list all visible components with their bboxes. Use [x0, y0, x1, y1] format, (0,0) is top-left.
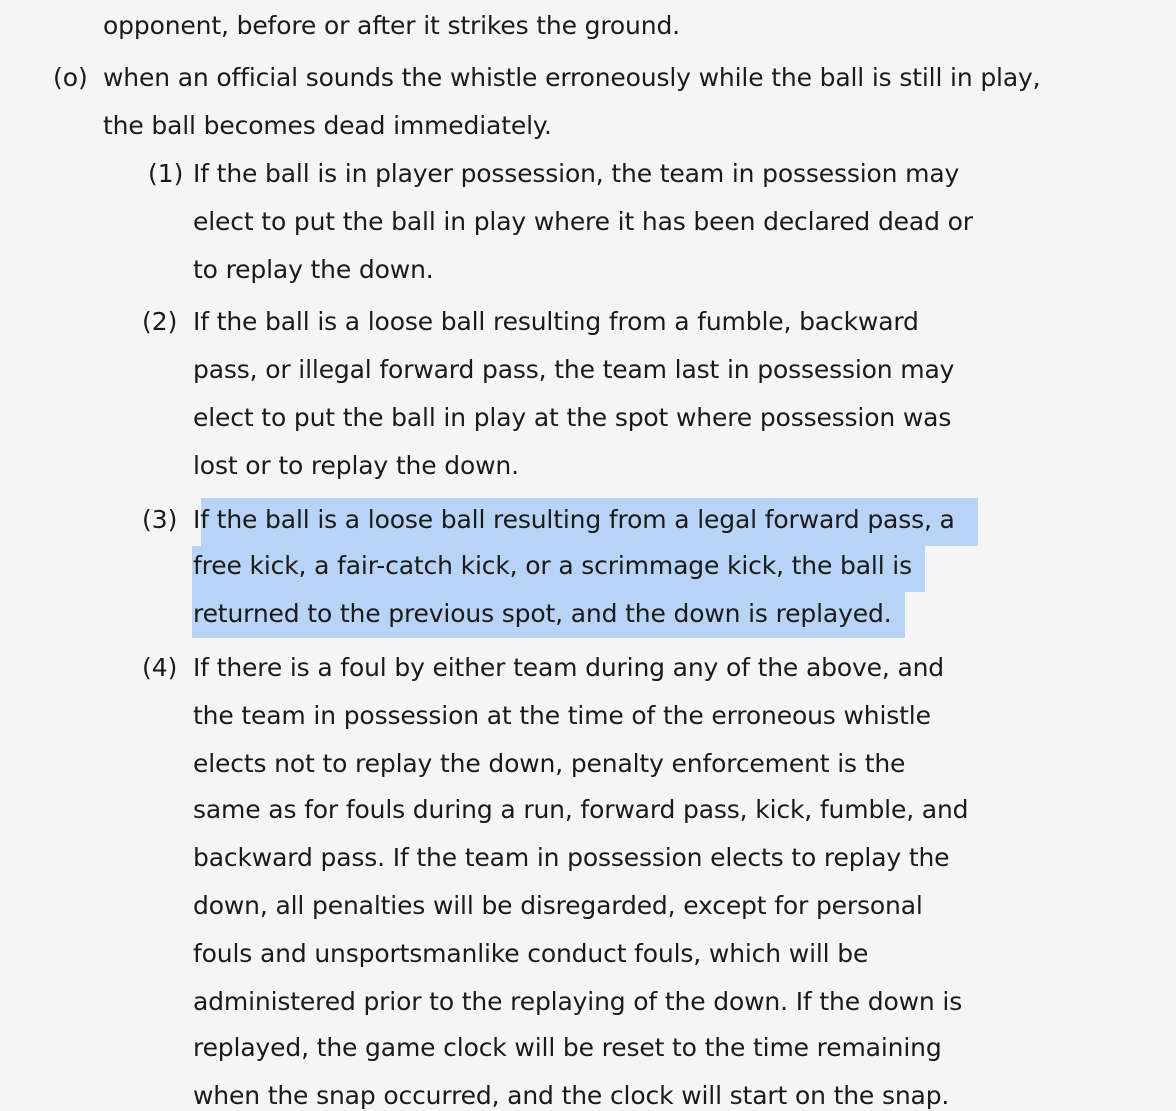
item-text-line[interactable]: when the snap occurred, and the clock will start on the snap. [193, 1081, 950, 1110]
item-text-line[interactable]: the team in possession at the time of the erroneous whistle [193, 701, 931, 730]
item-text-line[interactable]: backward pass. If the team in possession elects to replay the [193, 843, 950, 872]
item-text-line[interactable]: elect to put the ball in play at the spot where possession was [193, 403, 952, 432]
item-marker-2: (2) [142, 307, 178, 336]
item-text-line[interactable]: If there is a foul by either team during any of the above, and [193, 653, 945, 682]
item-text-line[interactable]: replayed, the game clock will be reset to the time remaining [193, 1033, 942, 1062]
item-text-line[interactable]: down, all penalties will be disregarded, except for personal [193, 891, 923, 920]
item-text-line[interactable]: elects not to replay the down, penalty enforcement is the [193, 749, 906, 778]
paragraph-text-line[interactable]: the ball becomes dead immediately. [103, 111, 552, 140]
item-text-line[interactable]: fouls and unsportsmanlike conduct fouls, which will be [193, 939, 869, 968]
item-text-line-selected[interactable]: free kick, a fair-catch kick, or a scrimmage kick, the ball is [193, 551, 912, 580]
item-text-line[interactable]: If the ball is in player possession, the team in possession may [193, 159, 960, 188]
paragraph-marker-o: (o) [53, 63, 88, 92]
selection-start-letter: I [193, 505, 201, 534]
item-marker-4: (4) [142, 653, 178, 682]
selected-text: f the ball is a loose ball resulting from a legal forward pass, a [200, 505, 955, 534]
item-text-line-selected[interactable] [193, 505, 955, 535]
paragraph-text-line[interactable]: when an official sounds the whistle erroneously while the ball is still in play, [103, 63, 1041, 92]
item-text-line[interactable]: same as for fouls during a run, forward pass, kick, fumble, and [193, 795, 969, 824]
item-marker-1: (1) [148, 159, 184, 188]
item-text-line[interactable]: lost or to replay the down. [193, 451, 519, 480]
paragraph-text-line[interactable]: opponent, before or after it strikes the ground. [103, 11, 680, 40]
item-marker-3: (3) [142, 505, 178, 534]
item-text-line[interactable]: elect to put the ball in play where it has been declared dead or [193, 207, 973, 236]
item-text-line[interactable]: pass, or illegal forward pass, the team last in possession may [193, 355, 955, 384]
item-text-line[interactable]: to replay the down. [193, 255, 434, 284]
item-text-line-selected[interactable]: returned to the previous spot, and the down is replayed. [193, 599, 892, 628]
item-text-line[interactable]: administered prior to the replaying of the down. If the down is [193, 987, 963, 1016]
item-text-line[interactable]: If the ball is a loose ball resulting from a fumble, backward [193, 307, 919, 336]
